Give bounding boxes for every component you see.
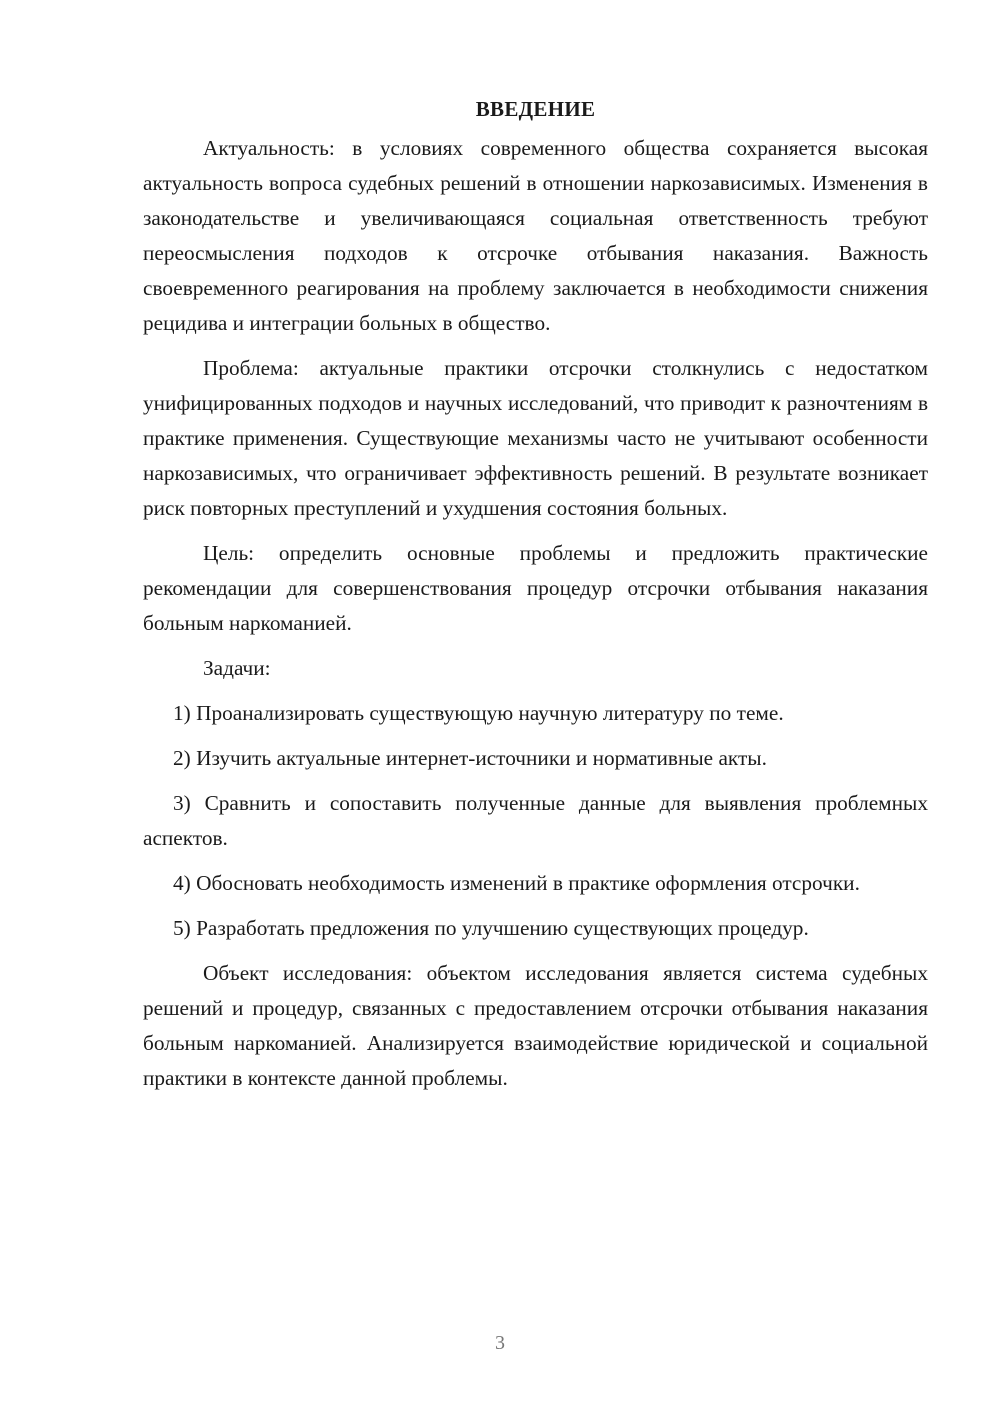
page-number: 3 <box>495 1332 505 1354</box>
section-title: ВВЕДЕНИЕ <box>475 97 596 121</box>
tasks-list <box>143 696 928 946</box>
task-item: 3) Сравнить и сопоставить полученные данные для выявления проблемных аспектов. <box>143 791 928 850</box>
task-item: 5) Разработать предложения по улучшению существующих процедур. <box>173 916 809 940</box>
paragraph-object: Объект исследования: объектом исследования является система судебных решений и процедур, связанных с предоставлением отсрочки отбывания наказания больным наркоманией. Анализируется взаимодействие юридической и социальной практики в контексте данной проблемы. <box>143 961 928 1090</box>
task-item: 4) Обосновать необходимость изменений в практике оформления отсрочки. <box>173 871 860 895</box>
paragraph-goal: Цель: определить основные проблемы и предложить практические рекомендации для совершенствования процедур отсрочки отбывания наказания больным наркоманией. <box>143 541 928 635</box>
task-item: 2) Изучить актуальные интернет-источники и нормативные акты. <box>173 746 767 770</box>
paragraph-relevance: Актуальность: в условиях современного общества сохраняется высокая актуальность вопроса судебных решений в отношении наркозависимых. Изменения в законодательстве и увеличивающаяся социальная ответственность требуют переосмысления подходов к отсрочке отбывания наказания. Важность своевременного реагирования на проблему заключается в необходимости снижения рецидива и интеграции больных в общество. <box>143 136 928 335</box>
document-page <box>143 92 928 1106</box>
paragraph-problem: Проблема: актуальные практики отсрочки столкнулись с недостатком унифицированных подходов и научных исследований, что приводит к разночтениям в практике применения. Существующие механизмы часто не учитывают особенности наркозависимых, что ограничивает эффективность решений. В результате возникает риск повторных преступлений и ухудшения состояния больных. <box>143 356 928 520</box>
tasks-heading: Задачи: <box>203 656 271 680</box>
task-item: 1) Проанализировать существующую научную литературу по теме. <box>173 701 784 725</box>
